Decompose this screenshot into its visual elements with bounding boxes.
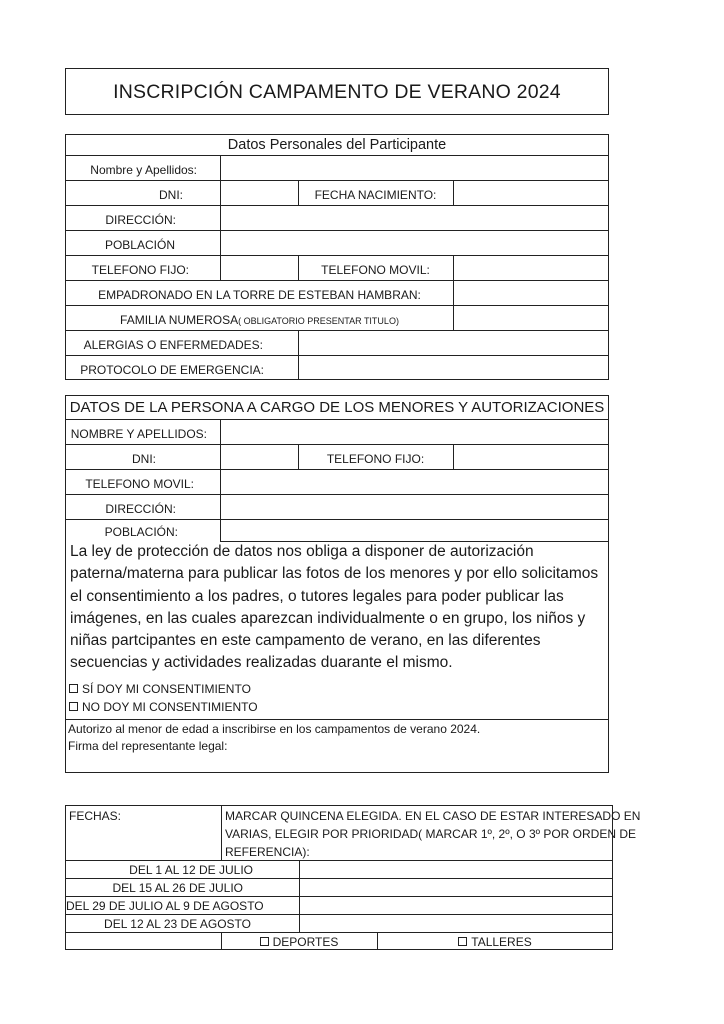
authorize-text: Autorizo al menor de edad a inscribirse en los campamentos de verano 2024. [68, 722, 481, 736]
guardian-phone-field[interactable] [454, 445, 608, 469]
registered-field[interactable] [454, 281, 608, 305]
data-protection-text: La ley de protección de datos nos obliga a disponer de autorización paterna/materna para publicar las fotos de los menores y por ello solicitamos el consentimiento a los padres, o tutores legales para poder publicar las imágenes, en las cuales aparezcan individualmente o en grupo, los niños y niñas partcipantes en este campamento de verano, en las diferentes secuencias y actividades realizadas duarante el mismo. [70, 543, 599, 672]
consent-yes-label: SÍ DOY MI CONSENTIMIENTO [82, 682, 251, 696]
page-title: INSCRIPCIÓN CAMPAMENTO DE VERANO 2024 [113, 81, 561, 103]
period-3-priority-field[interactable] [300, 897, 612, 914]
participant-phone-label: TELEFONO FIJO: [91, 263, 189, 277]
workshops-option[interactable] [377, 935, 613, 949]
emergency-field[interactable] [299, 356, 608, 379]
consent-no-option[interactable] [69, 700, 258, 714]
participant-mobile-label: TELEFONO MOVIL: [321, 263, 430, 277]
guardian-town-field[interactable] [221, 520, 608, 541]
participant-town-field[interactable] [221, 231, 608, 255]
guardian-mobile-field[interactable] [221, 470, 608, 494]
large-family-text: FAMILIA NUMEROSA [120, 313, 239, 327]
consent-yes-option[interactable] [69, 682, 251, 696]
participant-name-field[interactable] [221, 156, 608, 180]
participant-birth-field[interactable] [454, 181, 608, 205]
guardian-town-label: POBLACIÓN: [104, 525, 178, 539]
guardian-address-field[interactable] [221, 495, 608, 519]
consent-no-checkbox[interactable] [69, 702, 78, 711]
dates-instructions-line-3: REFERENCIA): [225, 845, 310, 859]
personal-section-heading: Datos Personales del Participante [227, 137, 447, 153]
workshops-label: TALLERES [471, 935, 532, 949]
registered-label: EMPADRONADO EN LA TORRE DE ESTEBAN HAMBRAN: [98, 288, 421, 302]
participant-town-label: POBLACIÓN [104, 238, 175, 252]
guardian-name-label: NOMBRE Y APELLIDOS: [70, 427, 207, 441]
participant-dni-label: DNI: [159, 188, 183, 202]
dates-instructions-line-1: MARCAR QUINCENA ELEGIDA. EN EL CASO DE ESTAR INTERESADO EN [225, 809, 641, 823]
guardian-section-heading: DATOS DE LA PERSONA A CARGO DE LOS MENORES Y AUTORIZACIONES [69, 399, 605, 416]
emergency-label: PROTOCOLO DE EMERGENCIA: [80, 363, 264, 377]
consent-yes-checkbox[interactable] [69, 684, 78, 693]
period-4-priority-field[interactable] [300, 915, 612, 932]
participant-address-field[interactable] [221, 206, 608, 230]
dates-label: FECHAS: [69, 809, 122, 823]
title-box [65, 68, 609, 115]
sports-option[interactable] [221, 935, 377, 949]
participant-address-label: DIRECCIÓN: [105, 213, 176, 227]
period-1-label: DEL 1 AL 12 DE JULIO [129, 863, 253, 877]
guardian-mobile-label: TELEFONO MOVIL: [85, 477, 194, 491]
signature-label: Firma del representante legal: [68, 739, 228, 753]
guardian-address-label: DIRECCIÓN: [105, 502, 176, 516]
period-3-label: DEL 29 DE JULIO AL 9 DE AGOSTO [66, 899, 264, 913]
period-4-label: DEL 12 AL 23 DE AGOSTO [104, 917, 251, 931]
large-family-note: ( OBLIGATORIO PRESENTAR TITULO) [238, 316, 399, 326]
allergies-label: ALERGIAS O ENFERMEDADES: [83, 338, 263, 352]
guardian-dni-label: DNI: [132, 452, 156, 466]
participant-birth-label: FECHA NACIMIENTO: [314, 188, 437, 202]
participant-name-label: Nombre y Apellidos: [90, 163, 197, 177]
guardian-phone-label: TELEFONO FIJO: [326, 452, 425, 466]
workshops-checkbox[interactable] [458, 937, 467, 946]
large-family-label [66, 313, 453, 327]
period-2-label: DEL 15 AL 26 DE JULIO [112, 881, 243, 895]
period-2-priority-field[interactable] [300, 879, 612, 896]
allergies-field[interactable] [299, 331, 608, 355]
large-family-field[interactable] [454, 306, 608, 330]
signature-field[interactable] [235, 737, 607, 771]
guardian-dni-field[interactable] [221, 445, 298, 469]
consent-no-label: NO DOY MI CONSENTIMIENTO [82, 700, 258, 714]
participant-phone-field[interactable] [221, 256, 298, 280]
sports-label: DEPORTES [272, 935, 339, 949]
guardian-name-field[interactable] [221, 420, 608, 444]
dates-instructions-line-2: VARIAS, ELEGIR POR PRIORIDAD( MARCAR 1º, 2º, O 3º POR ORDEN DE [225, 827, 637, 841]
period-1-priority-field[interactable] [300, 861, 612, 878]
participant-dni-field[interactable] [221, 181, 298, 205]
participant-mobile-field[interactable] [454, 256, 608, 280]
sports-checkbox[interactable] [260, 937, 269, 946]
